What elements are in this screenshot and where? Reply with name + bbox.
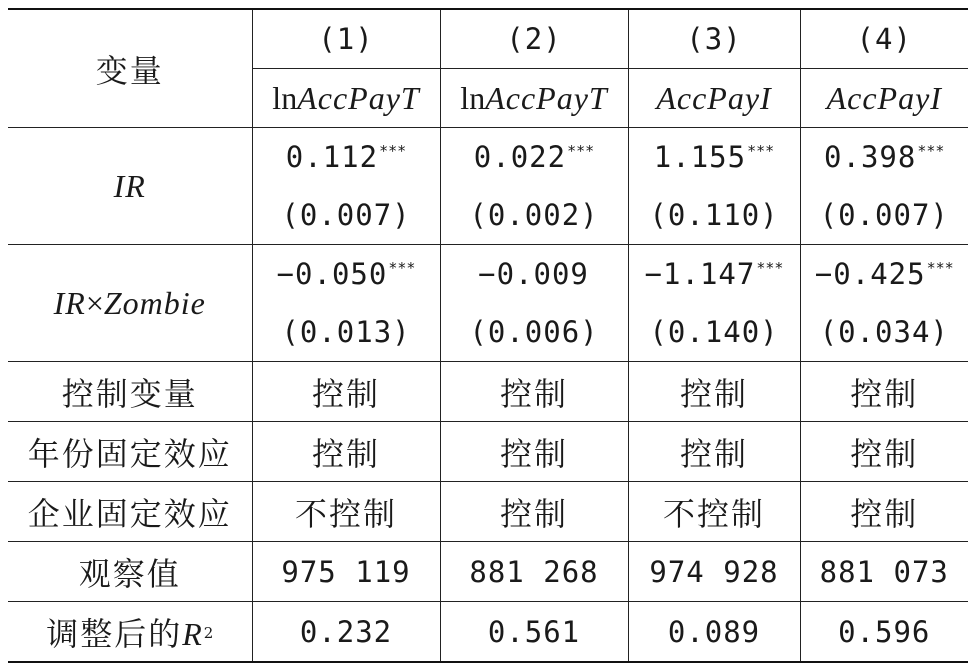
table-cell: 974 928	[628, 542, 800, 602]
dependent-variable: lnAccPayT	[252, 69, 440, 128]
table-cell: 不控制	[252, 482, 440, 542]
dependent-variable: AccPayI	[628, 69, 800, 128]
table-cell: 不控制	[628, 482, 800, 542]
table-cell: 881 268	[440, 542, 628, 602]
coef-cell: −0.050*** (0.013)	[252, 245, 440, 362]
row-label-observations: 观察值	[8, 542, 252, 602]
table-cell: 975 119	[252, 542, 440, 602]
col-number: (4)	[800, 9, 968, 69]
table-cell: 控制	[800, 362, 968, 422]
row-year-fe	[8, 422, 968, 482]
coef-cell: −1.147*** (0.140)	[628, 245, 800, 362]
col-number: (3)	[628, 9, 800, 69]
row-observations	[8, 542, 968, 602]
regression-table	[8, 8, 968, 663]
row-adj-r2	[8, 602, 968, 663]
header-row-numbers	[8, 9, 968, 69]
variable-header: 变量	[8, 9, 252, 128]
table-cell: 控制	[628, 362, 800, 422]
table-cell: 0.089	[628, 602, 800, 663]
row-firm-fe	[8, 482, 968, 542]
dependent-variable: lnAccPayT	[440, 69, 628, 128]
row-label-year-fe: 年份固定效应	[8, 422, 252, 482]
row-label-ir: IR	[8, 128, 252, 245]
coef-cell: 0.398*** (0.007)	[800, 128, 968, 245]
row-controls	[8, 362, 968, 422]
table-cell: 控制	[252, 422, 440, 482]
coef-cell: −0.425*** (0.034)	[800, 245, 968, 362]
coef-cell: −0.009 (0.006)	[440, 245, 628, 362]
row-ir	[8, 128, 968, 245]
table-cell: 控制	[440, 422, 628, 482]
dependent-variable: AccPayI	[800, 69, 968, 128]
table-cell: 控制	[800, 482, 968, 542]
row-label-firm-fe: 企业固定效应	[8, 482, 252, 542]
coef-cell: 1.155*** (0.110)	[628, 128, 800, 245]
col-number: (2)	[440, 9, 628, 69]
table-cell: 控制	[800, 422, 968, 482]
row-label-adj-r2: 调整后的$R^2$	[8, 602, 252, 663]
row-ir-zombie	[8, 245, 968, 362]
coef-cell: 0.022*** (0.002)	[440, 128, 628, 245]
table-cell: 881 073	[800, 542, 968, 602]
row-label-controls: 控制变量	[8, 362, 252, 422]
coef-cell: 0.112*** (0.007)	[252, 128, 440, 245]
table-cell: 0.596	[800, 602, 968, 663]
table-cell: 0.561	[440, 602, 628, 663]
table-cell: 控制	[440, 482, 628, 542]
table-cell: 控制	[440, 362, 628, 422]
table-cell: 0.232	[252, 602, 440, 663]
row-label-ir-zombie: IR×Zombie	[8, 245, 252, 362]
table-cell: 控制	[252, 362, 440, 422]
col-number: (1)	[252, 9, 440, 69]
table-cell: 控制	[628, 422, 800, 482]
